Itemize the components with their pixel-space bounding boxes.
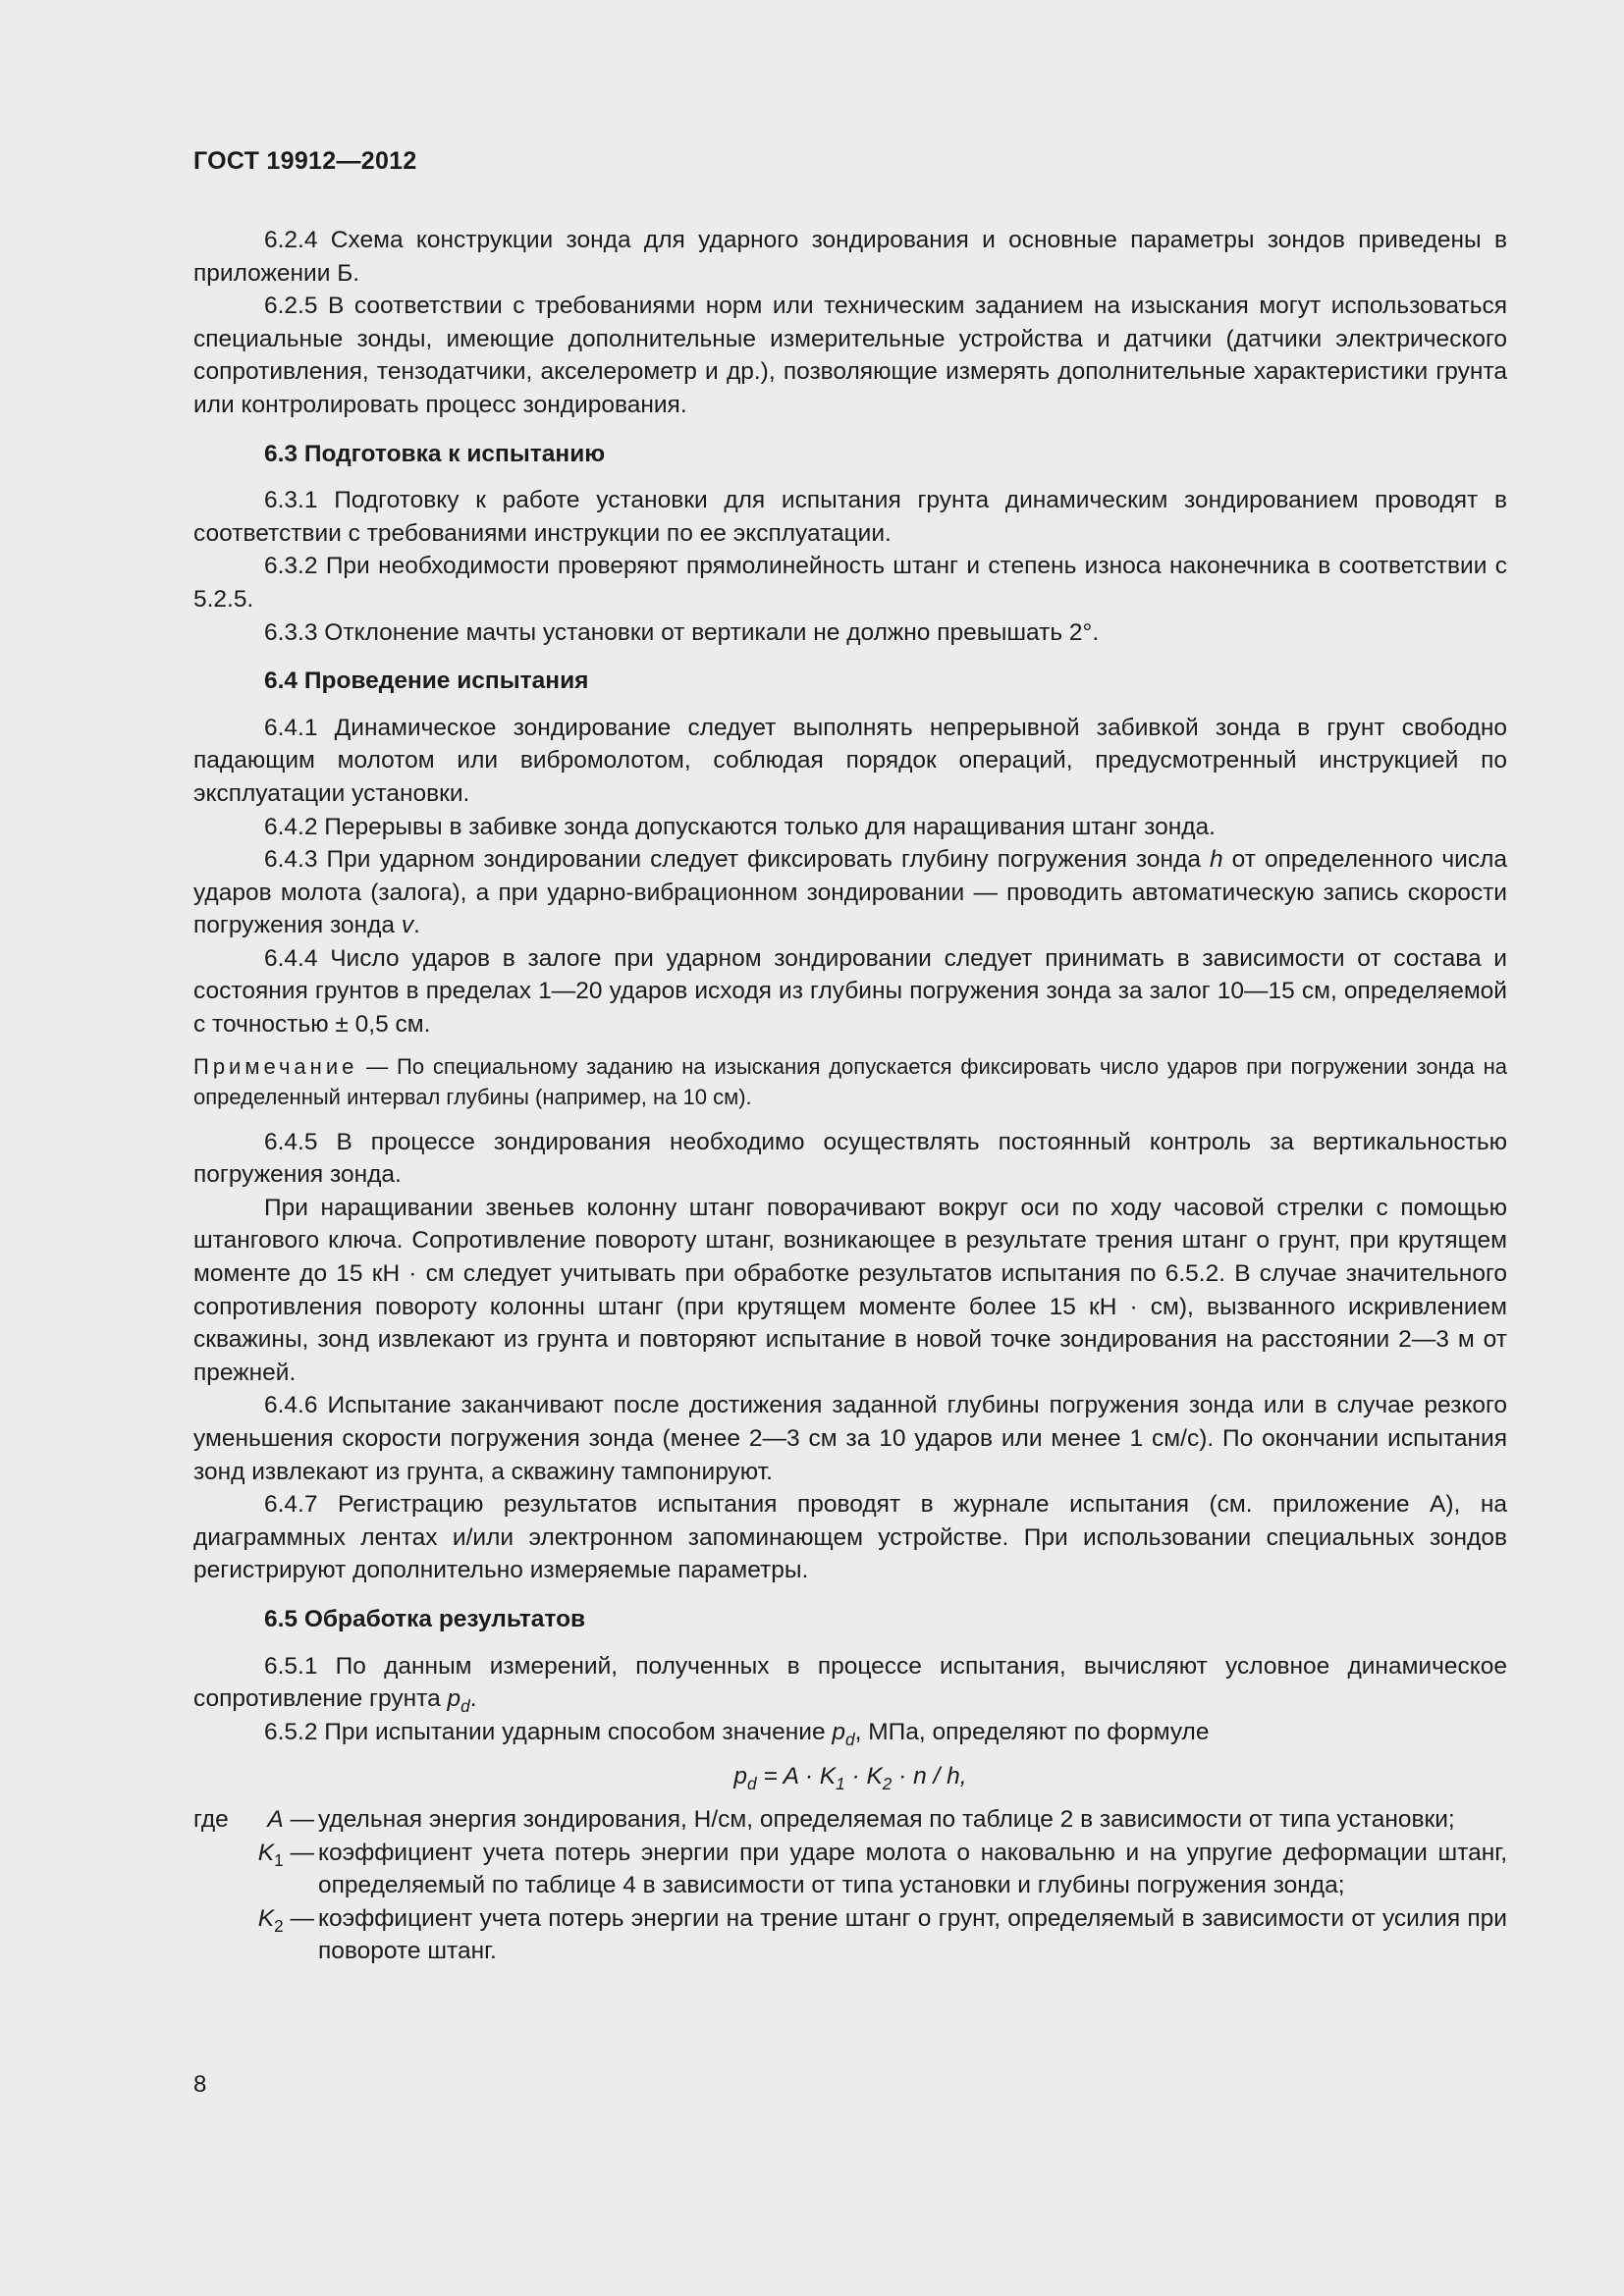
paragraph-6-5-2 <box>193 1716 1507 1749</box>
paragraph-6-5-1-text: 6.5.1 По данным измерений, полученных в процессе испытания, вычисляют условное динамическое сопротивление грунта <box>193 1652 1507 1713</box>
symbol-A: A <box>267 1805 284 1833</box>
paragraph-6-3-2: 6.3.2 При необходимости проверяют прямолинейность штанг и степень износа наконечника в соответствии с 5.2.5. <box>193 553 1507 613</box>
document-body <box>193 224 1507 1968</box>
paragraph-6-4-1: 6.4.1 Динамическое зондирование следует выполнять непрерывной забивкой зонда в грунт свободно падающим молотом или вибромолотом, соблюдая порядок операций, предусмотренный инструкцией по эксплуатации установки. <box>193 714 1507 807</box>
note-text: — По специальному заданию на изыскания допускается фиксировать число ударов при погружении зонда на определенный интервал глубины (например, на 10 см). <box>193 1053 1507 1109</box>
document-header: ГОСТ 19912—2012 <box>193 147 417 175</box>
section-heading-6-5: 6.5 Обработка результатов <box>264 1605 586 1632</box>
definitions-list <box>193 1803 1507 1968</box>
paragraph-6-4-3-text-b: от определенного числа ударов молота (залога), а при ударно-вибрационном зондировании — проводить автоматическую запись скорости погружения зонда <box>193 846 1507 939</box>
symbol-K: K <box>257 1904 275 1932</box>
paragraph-6-4-3-text-c: . <box>413 912 420 939</box>
paragraph-6-3-3: 6.3.3 Отклонение мачты установки от вертикали не должно превышать 2°. <box>264 618 1100 646</box>
subscript-d: d <box>460 1696 470 1717</box>
paragraph-6-5-2-text: 6.5.2 При испытании ударным способом значение <box>264 1718 833 1745</box>
note <box>193 1051 1507 1112</box>
symbol-K: K <box>257 1839 275 1866</box>
dash: — <box>283 1805 314 1833</box>
formula-sub-1: 1 <box>836 1774 845 1794</box>
subscript-d: d <box>845 1729 855 1749</box>
note-label: Примечание <box>193 1053 358 1079</box>
paragraph-6-4-7: 6.4.7 Регистрацию результатов испытания проводят в журнале испытания (см. приложение А), на диаграммных лентах и/или электронном запоминающем устройстве. При использовании специальных зондов регистрируют дополнительно измеряемые параметры. <box>193 1491 1507 1584</box>
paragraph-6-4-2: 6.4.2 Перерывы в забивке зонда допускаются только для наращивания штанг зонда. <box>264 813 1216 840</box>
paragraph-6-4-6: 6.4.6 Испытание заканчивают после достижения заданной глубины погружения зонда или в случае резкого уменьшения скорости погружения зонда (менее 2—3 см за 10 ударов или менее 1 см/с). По окончании испытания зонд извлекают из грунта, а скважину тампонируют. <box>193 1392 1507 1485</box>
paragraph-6-4-4: 6.4.4 Число ударов в залоге при ударном зондировании следует принимать в зависимости от состава и состояния грунтов в пределах 1—20 ударов исходя из глубины погружения зонда за залог 10—15 см, определяемой с точностью ± 0,5 см. <box>193 944 1507 1039</box>
symbol-h: h <box>1210 846 1223 874</box>
symbol-p: p <box>832 1718 846 1745</box>
definition-A <box>193 1803 1507 1837</box>
dash: — <box>283 1839 314 1866</box>
definition-K2 <box>193 1902 1507 1968</box>
paragraph-6-5-2-end: , МПа, определяют по формуле <box>854 1718 1210 1745</box>
symbol-p: p <box>447 1685 461 1713</box>
formula-part-k2: · K <box>844 1763 883 1790</box>
definition-text-K1: коэффициент учета потерь энергии при ударе молота о наковальню и на упругие деформации штанг, определяемый по таблице 4 в зависимости от типа установки и глубины погружения зонда; <box>318 1839 1507 1899</box>
subscript-1: 1 <box>274 1849 284 1870</box>
definition-text-A: удельная энергия зондирования, Н/см, определяемая по таблице 2 в зависимости от типа установки; <box>318 1805 1455 1833</box>
formula-pd <box>193 1760 1507 1793</box>
formula-part-a: = A · K <box>756 1763 837 1790</box>
paragraph-6-4-5: 6.4.5 В процессе зондирования необходимо осуществлять постоянный контроль за вертикальностью погружения зонда. <box>193 1128 1507 1189</box>
where-label: где <box>193 1805 229 1833</box>
definition-text-K2: коэффициент учета потерь энергии на трение штанг о грунт, определяемый в зависимости от усилия при повороте штанг. <box>318 1904 1507 1965</box>
paragraph-6-5-1-end: . <box>469 1685 477 1713</box>
symbol-v: v <box>401 912 414 939</box>
paragraph-6-4-5-continued: При наращивании звеньев колонну штанг поворачивают вокруг оси по ходу часовой стрелки с помощью штангового ключа. Сопротивление повороту штанг, возникающее в результате трения штанг о грунт, при крутящем моменте до 15 кН · см следует учитывать при обработке результатов испытания по 6.5.2. В случае значительного сопротивления повороту колонны штанг (при крутящем моменте более 15 кН · см), вызванного искривлением скважины, зонд извлекают из грунта и повторяют испытание в новой точке зондирования на расстоянии 2—3 м от прежней. <box>193 1194 1507 1386</box>
definition-symbol-K2 <box>193 1902 314 1936</box>
subscript-2: 2 <box>274 1915 284 1936</box>
dash: — <box>283 1904 314 1932</box>
paragraph-6-2-4: 6.2.4 Схема конструкции зонда для ударного зондирования и основные параметры зондов приведены в приложении Б. <box>193 227 1507 287</box>
section-heading-6-4: 6.4 Проведение испытания <box>264 667 589 695</box>
page-number: 8 <box>193 2071 207 2098</box>
definition-symbol-A <box>193 1803 314 1837</box>
paragraph-6-3-1: 6.3.1 Подготовку к работе установки для испытания грунта динамическим зондированием проводят в соответствии с требованиями инструкции по ее эксплуатации. <box>193 487 1507 547</box>
definition-K1 <box>193 1837 1507 1902</box>
formula-sub-2: 2 <box>882 1774 893 1794</box>
section-heading-6-3: 6.3 Подготовка к испытанию <box>264 440 606 467</box>
paragraph-6-4-3 <box>193 843 1507 942</box>
formula-sub-d: d <box>747 1774 757 1794</box>
formula-p: p <box>733 1763 748 1790</box>
paragraph-6-2-5: 6.2.5 В соответствии с требованиями норм или техническим заданием на изыскания могут использоваться специальные зонды, имеющие дополнительные измерительные устройства и датчики (датчики электрического сопротивления, тензодатчики, акселерометр и др.), позволяющие измерять дополнительные характеристики грунта или контролировать процесс зондирования. <box>193 293 1507 418</box>
paragraph-6-4-3-text-a: 6.4.3 При ударном зондировании следует фиксировать глубину погружения зонда <box>264 846 1210 874</box>
formula-part-end: · n / h, <box>892 1763 967 1790</box>
paragraph-6-5-1 <box>193 1650 1507 1716</box>
definition-symbol-K1 <box>193 1837 314 1870</box>
